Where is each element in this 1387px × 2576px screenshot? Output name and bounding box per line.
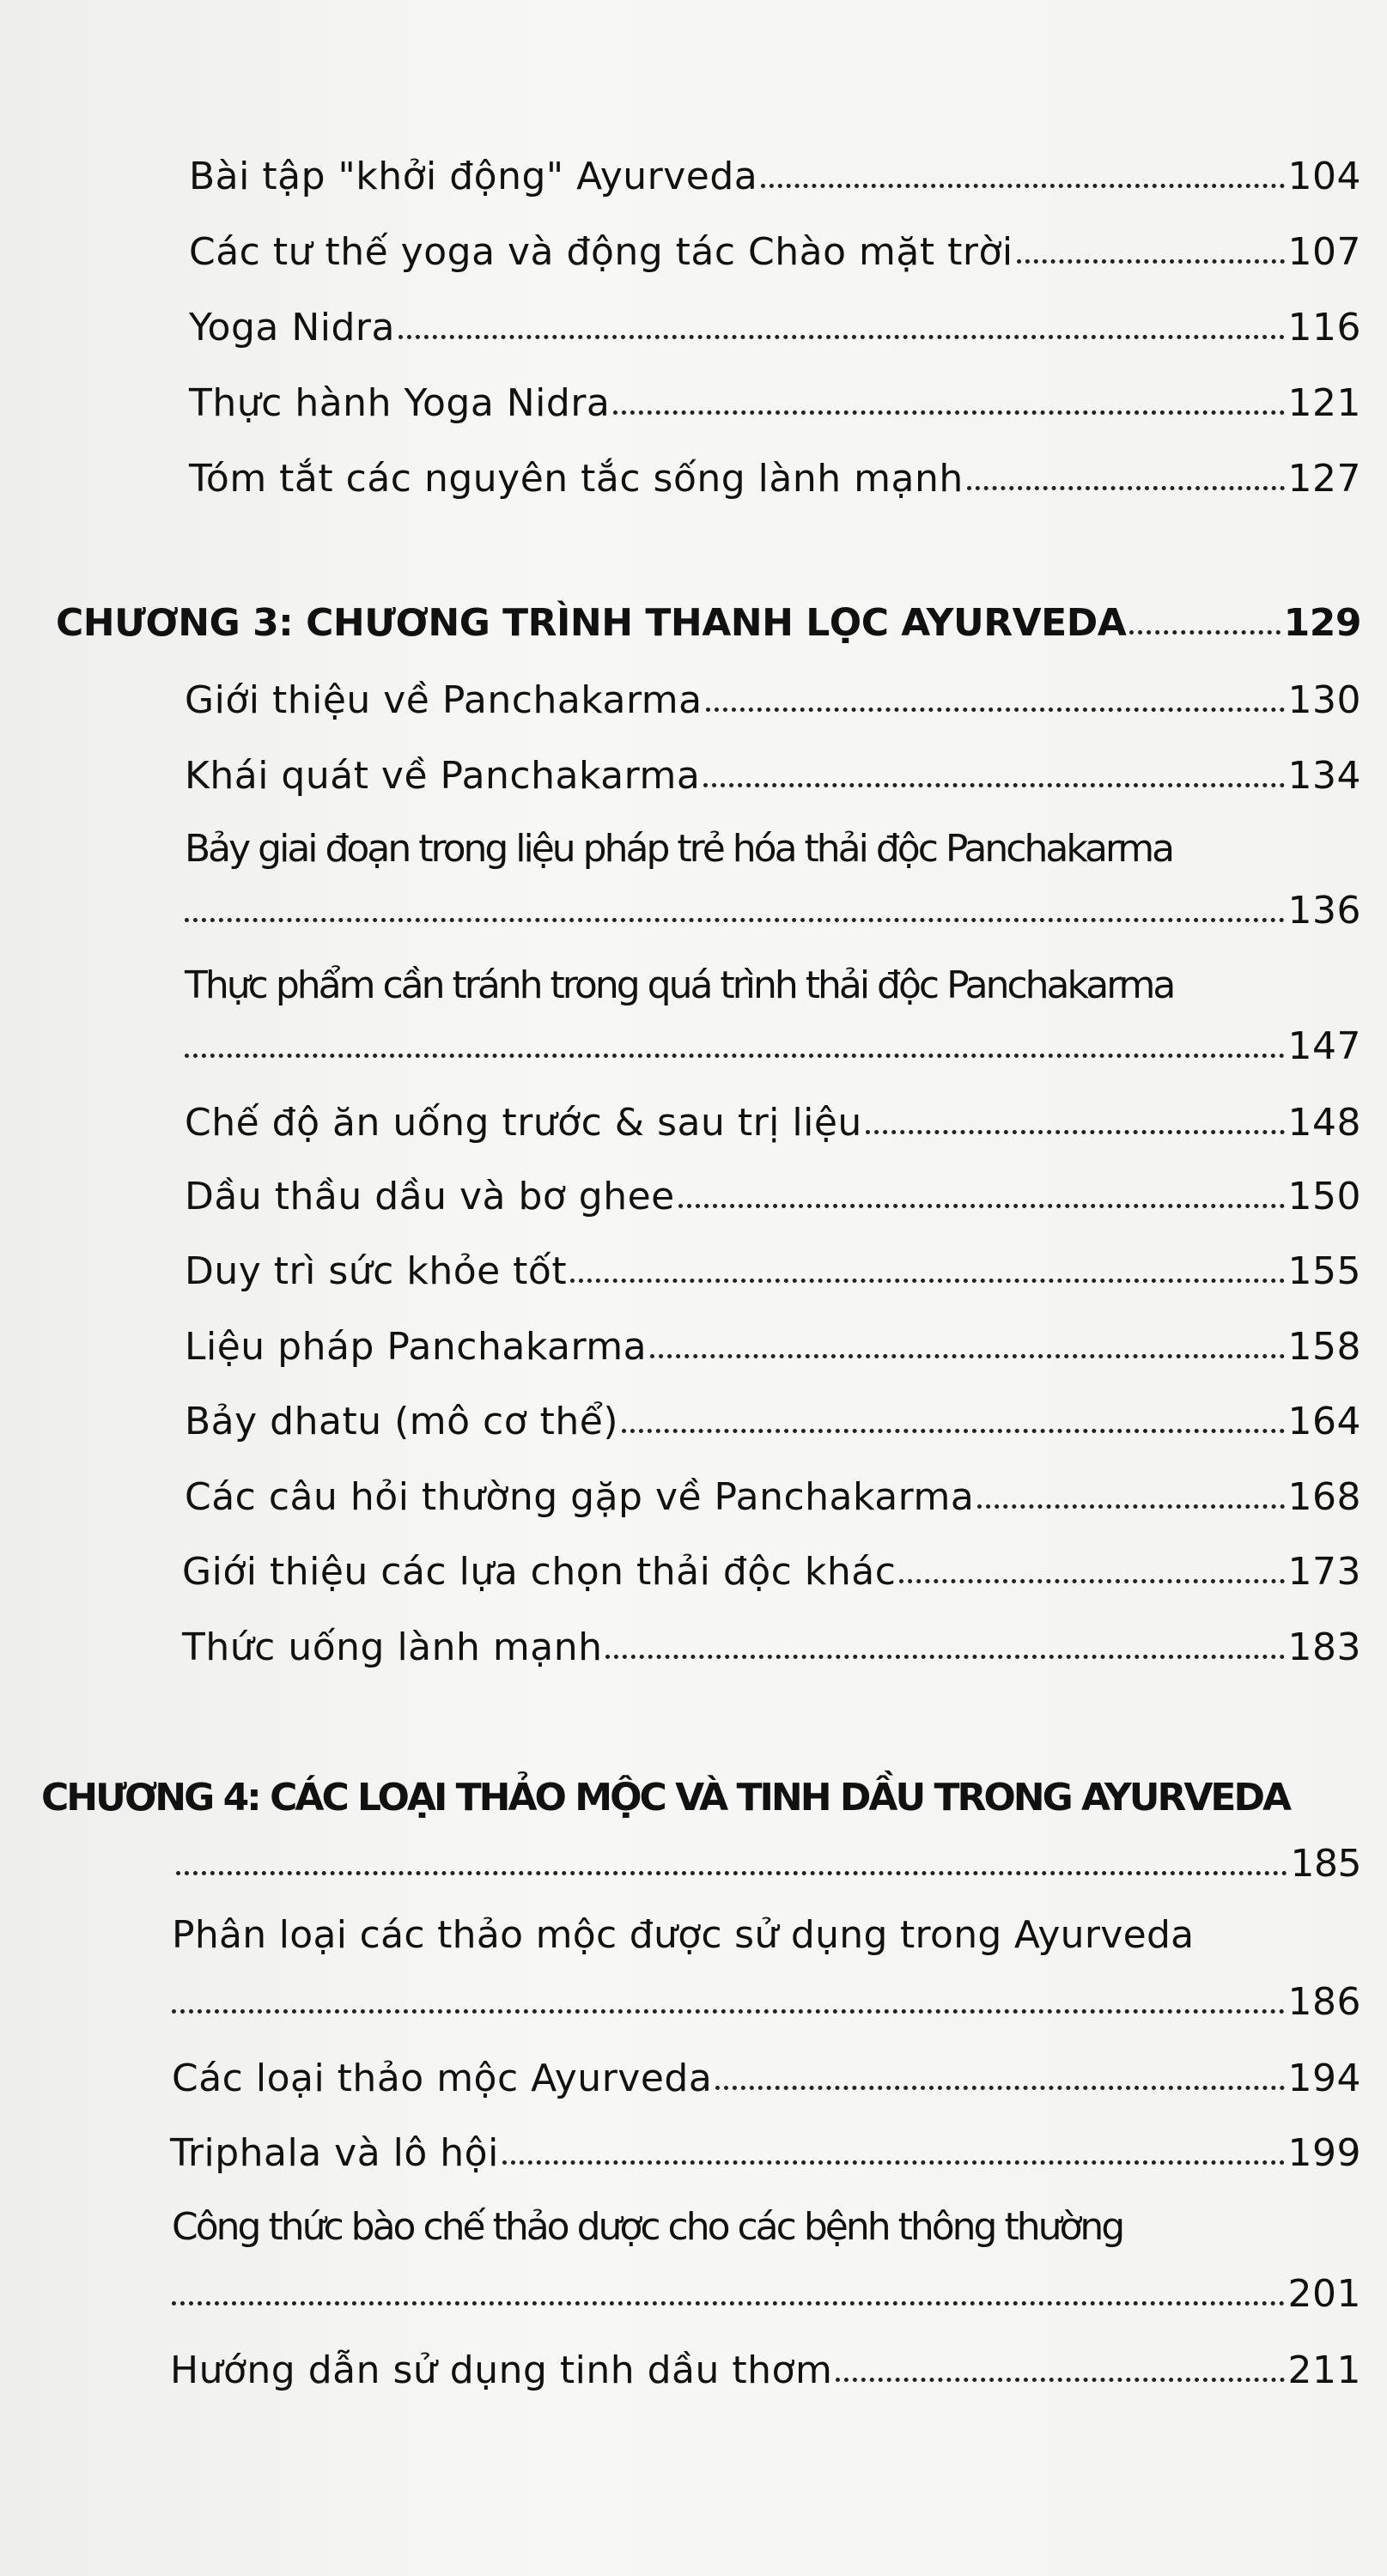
toc-entry <box>170 2348 1361 2392</box>
entry-title: Bảy dhatu (mô cơ thể) <box>185 1400 618 1443</box>
entry-title: Yoga Nidra <box>189 306 395 349</box>
entry-page: 211 <box>1287 2348 1361 2392</box>
dot-leader <box>398 335 1285 339</box>
entry-page: 116 <box>1287 306 1361 349</box>
dot-leader <box>678 1204 1285 1208</box>
entry-page: 136 <box>1287 889 1361 933</box>
entry-page: 104 <box>1287 155 1361 198</box>
toc-entry <box>185 1024 1361 1068</box>
entry-title: Công thức bào chế thảo dược cho các bệnh thông thường <box>172 2205 1123 2249</box>
toc-entry <box>170 2131 1361 2175</box>
entry-page: 173 <box>1287 1550 1361 1594</box>
dot-leader <box>967 486 1285 490</box>
dot-leader <box>761 184 1284 188</box>
entry-page: 134 <box>1287 754 1361 798</box>
entry-title: Giới thiệu về Panchakarma <box>185 678 703 722</box>
dot-leader <box>715 2086 1284 2090</box>
entry-title: Bảy giai đoạn trong liệu pháp trẻ hóa thải độc Panchakarma <box>185 827 1173 871</box>
entry-page: 121 <box>1287 381 1361 425</box>
toc-entry <box>185 1101 1361 1145</box>
dot-leader <box>185 918 1285 922</box>
entry-page: 186 <box>1287 1980 1361 2024</box>
entry-title: Bài tập "khởi động" Ayurveda <box>189 155 758 198</box>
toc-entry <box>189 306 1361 349</box>
entry-page: 155 <box>1287 1249 1361 1293</box>
entry-page: 199 <box>1287 2131 1361 2175</box>
toc-entry <box>185 754 1361 798</box>
toc-entry <box>185 889 1361 933</box>
toc-entry <box>172 2057 1361 2100</box>
toc-entry <box>185 1175 1361 1218</box>
entry-title: Thức uống lành mạnh <box>182 1625 603 1669</box>
toc-entry <box>172 2272 1361 2316</box>
entry-page: 183 <box>1287 1625 1361 1669</box>
toc-entry <box>185 1475 1361 1519</box>
dot-leader <box>1017 259 1285 264</box>
entry-page: 194 <box>1287 2057 1361 2100</box>
entry-title: Triphala và lô hội <box>170 2131 499 2175</box>
entry-title: Chế độ ăn uống trước & sau trị liệu <box>185 1101 862 1145</box>
dot-leader <box>605 1655 1284 1659</box>
dot-leader <box>899 1579 1284 1583</box>
chapter-title: CHƯƠNG 3: CHƯƠNG TRÌNH THANH LỌC AYURVEDA <box>56 601 1127 645</box>
entry-title: Thực phẩm cần tránh trong quá trình thải độc Panchakarma <box>185 963 1174 1007</box>
chapter-heading <box>56 601 1361 645</box>
dot-leader <box>176 1871 1287 1875</box>
chapter-heading <box>176 1842 1361 1886</box>
dot-leader <box>866 1130 1285 1134</box>
entry-page: 168 <box>1287 1475 1361 1519</box>
toc-entry <box>185 1400 1361 1443</box>
toc-entry <box>185 1249 1361 1293</box>
dot-leader <box>703 783 1284 787</box>
entry-title: Dầu thầu dầu và bơ ghee <box>185 1175 675 1218</box>
entry-title: Khái quát về Panchakarma <box>185 754 701 798</box>
entry-title: Giới thiệu các lựa chọn thải độc khác <box>182 1550 897 1594</box>
entry-page: 164 <box>1287 1400 1361 1443</box>
entry-title: Các loại thảo mộc Ayurveda <box>172 2057 713 2100</box>
dot-leader <box>502 2160 1285 2165</box>
entry-page: 130 <box>1287 678 1361 722</box>
toc-entry <box>185 678 1361 722</box>
entry-title: Thực hành Yoga Nidra <box>189 381 611 425</box>
entry-title: Các tư thế yoga và động tác Chào mặt trời <box>189 230 1013 274</box>
chapter-page: 129 <box>1283 601 1361 645</box>
dot-leader <box>836 2378 1284 2382</box>
entry-page: 150 <box>1287 1175 1361 1218</box>
entry-page: 158 <box>1287 1325 1361 1369</box>
toc-entry <box>182 1550 1361 1594</box>
toc-entry <box>189 155 1361 198</box>
entry-page: 148 <box>1287 1101 1361 1145</box>
dot-leader <box>185 1054 1285 1058</box>
toc-entry <box>189 230 1361 274</box>
dot-leader <box>622 1429 1285 1433</box>
toc-entry <box>182 1625 1361 1669</box>
entry-title: Tóm tắt các nguyên tắc sống lành mạnh <box>189 457 964 501</box>
dot-leader <box>172 2009 1285 2014</box>
dot-leader <box>570 1279 1284 1283</box>
dot-leader <box>650 1354 1284 1358</box>
dot-leader <box>706 708 1285 712</box>
entry-page: 201 <box>1287 2272 1361 2316</box>
chapter-title: CHƯƠNG 4: CÁC LOẠI THẢO MỘC VÀ TINH DẦU TRONG AYURVEDA <box>41 1776 1290 1820</box>
toc-entry <box>185 1325 1361 1369</box>
toc-entry <box>172 1980 1361 2024</box>
toc-entry <box>189 381 1361 425</box>
entry-page: 127 <box>1287 457 1361 501</box>
entry-title: Duy trì sức khỏe tốt <box>185 1249 568 1293</box>
dot-leader <box>172 2301 1285 2306</box>
dot-leader <box>1129 630 1280 635</box>
dot-leader <box>977 1504 1284 1509</box>
entry-page: 147 <box>1287 1024 1361 1068</box>
entry-title: Hướng dẫn sử dụng tinh dầu thơm <box>170 2348 833 2392</box>
chapter-page: 185 <box>1290 1842 1361 1886</box>
entry-page: 107 <box>1287 230 1361 274</box>
dot-leader <box>613 410 1284 415</box>
entry-title: Các câu hỏi thường gặp về Panchakarma <box>185 1475 975 1519</box>
entry-title: Liệu pháp Panchakarma <box>185 1325 648 1369</box>
entry-title: Phân loại các thảo mộc được sử dụng trong Ayurveda <box>172 1913 1195 1957</box>
toc-entry <box>189 457 1361 501</box>
